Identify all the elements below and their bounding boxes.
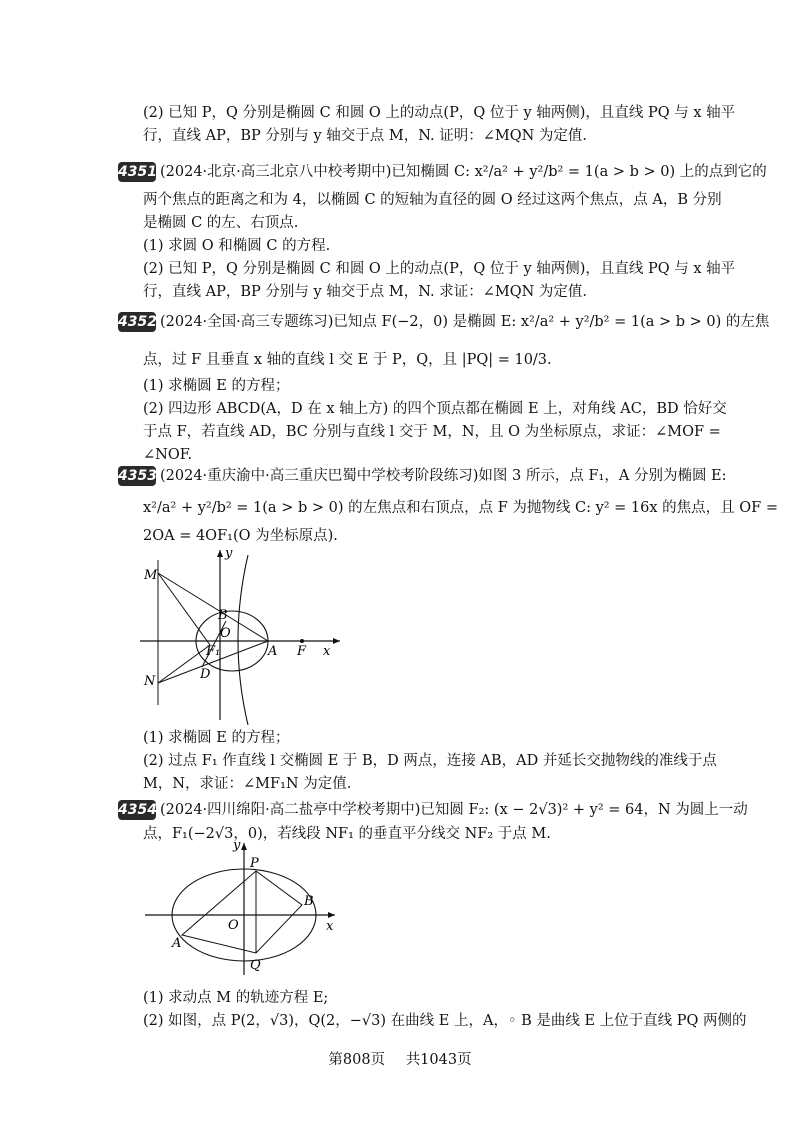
figure-label: x — [323, 644, 331, 659]
page-footer — [0, 1048, 800, 1069]
problem-number-badge: 4352 — [118, 314, 157, 330]
page-total: 共1043页 — [405, 1052, 472, 1068]
text-line: (1) 求椭圆 E 的方程； — [143, 378, 290, 394]
figure-label: B — [304, 894, 314, 909]
text-line: (2024·全国·高三专题练习)已知点 F(−2，0) 是椭圆 E: x²/a² + y²/b² = 1(a > b > 0) 的左焦 — [160, 314, 770, 330]
text-line: 2OA = 4OF₁(O 为坐标原点). — [143, 528, 338, 544]
problem-number-badge: 4351 — [118, 164, 157, 180]
text-line: (2) 四边形 ABCD(A，D 在 x 轴上方) 的四个顶点都在椭圆 E 上，对角线 AC，BD 恰好交 — [143, 401, 727, 417]
text-line: 行，直线 AP，BP 分别与 y 轴交于点 M，N. 证明：∠MQN 为定值. — [143, 128, 587, 144]
figure-ellipse-quadrilateral — [140, 835, 350, 980]
text-line: (1) 求圆 O 和椭圆 C 的方程. — [143, 238, 331, 254]
figure-label: D — [200, 667, 211, 682]
figure-label: F — [297, 644, 307, 659]
problem-number-badge: 4353 — [118, 468, 157, 484]
figure-label: F₁ — [206, 644, 221, 659]
text-line: ∠NOF. — [143, 447, 193, 463]
text-line: (2024·北京·高三北京八中校考期中)已知椭圆 C: x²/a² + y²/b² = 1(a > b > 0) 上的点到它的 — [160, 164, 767, 180]
figure-label: O — [220, 626, 231, 641]
text-line: (1) 求椭圆 E 的方程； — [143, 730, 290, 746]
text-line: 点，过 F 且垂直 x 轴的直线 l 交 E 于 P，Q，且 |PQ| = 10/3. — [143, 352, 552, 368]
text-line: 是椭圆 C 的左、右顶点. — [143, 215, 299, 231]
text-line: (1) 求动点 M 的轨迹方程 E; — [143, 990, 329, 1006]
text-line: (2024·重庆渝中·高三重庆巴蜀中学校考阶段练习)如图 3 所示，点 F₁，A 分别为椭圆 E: — [160, 468, 727, 484]
problem-number-badge: 4354 — [118, 802, 157, 818]
figure-label: P — [250, 856, 259, 871]
figure-label: y — [233, 838, 241, 853]
text-line: 两个焦点的距离之和为 4，以椭圆 C 的短轴为直径的圆 O 经过这两个焦点，点 A，B 分别 — [143, 192, 722, 208]
figure-label: N — [144, 674, 156, 689]
figure-label: Q — [250, 958, 261, 973]
text-line: 于点 F，若直线 AD，BC 分别与直线 l 交于 M，N，且 O 为坐标原点，求证：∠MOF = — [143, 424, 721, 440]
text-line: (2) 过点 F₁ 作直线 l 交椭圆 E 于 B，D 两点，连接 AB，AD 并延长交抛物线的准线于点 — [143, 753, 717, 769]
text-line: (2024·四川绵阳·高二盐亭中学校考期中)已知圆 F₂: (x − 2√3)² + y² = 64，N 为圆上一动 — [160, 802, 748, 818]
figure-label: A — [172, 936, 182, 951]
figure-label: y — [225, 546, 233, 561]
text-line: (2) 如图，点 P(2，√3)，Q(2，−√3) 在曲线 E 上，A，◦ B 是曲线 E 上位于直线 PQ 两侧的 — [143, 1013, 747, 1029]
figure-label: O — [228, 918, 239, 933]
figure-label: x — [326, 919, 334, 934]
page-number: 第808页 — [328, 1052, 386, 1068]
text-line: 点，F₁(−2√3，0)，若线段 NF₁ 的垂直平分线交 NF₂ 于点 M. — [143, 826, 551, 842]
text-line: M，N，求证：∠MF₁N 为定值. — [143, 776, 352, 792]
text-line: 行，直线 AP，BP 分别与 y 轴交于点 M，N. 求证：∠MQN 为定值. — [143, 284, 587, 300]
text-line: x²/a² + y²/b² = 1(a > b > 0) 的左焦点和右顶点，点 F 为抛物线 C: y² = 16x 的焦点，且 OF = — [143, 500, 778, 516]
text-line: (2) 已知 P，Q 分别是椭圆 C 和圆 O 上的动点(P，Q 位于 y 轴两侧)，且直线 PQ 与 x 轴平 — [143, 105, 736, 121]
text-line: (2) 已知 P，Q 分别是椭圆 C 和圆 O 上的动点(P，Q 位于 y 轴两侧)，且直线 PQ 与 x 轴平 — [143, 261, 736, 277]
figure-label: A — [268, 644, 278, 659]
figure-ellipse-parabola — [140, 545, 350, 725]
figure-label: B — [218, 608, 228, 623]
figure-label: M — [144, 568, 158, 583]
